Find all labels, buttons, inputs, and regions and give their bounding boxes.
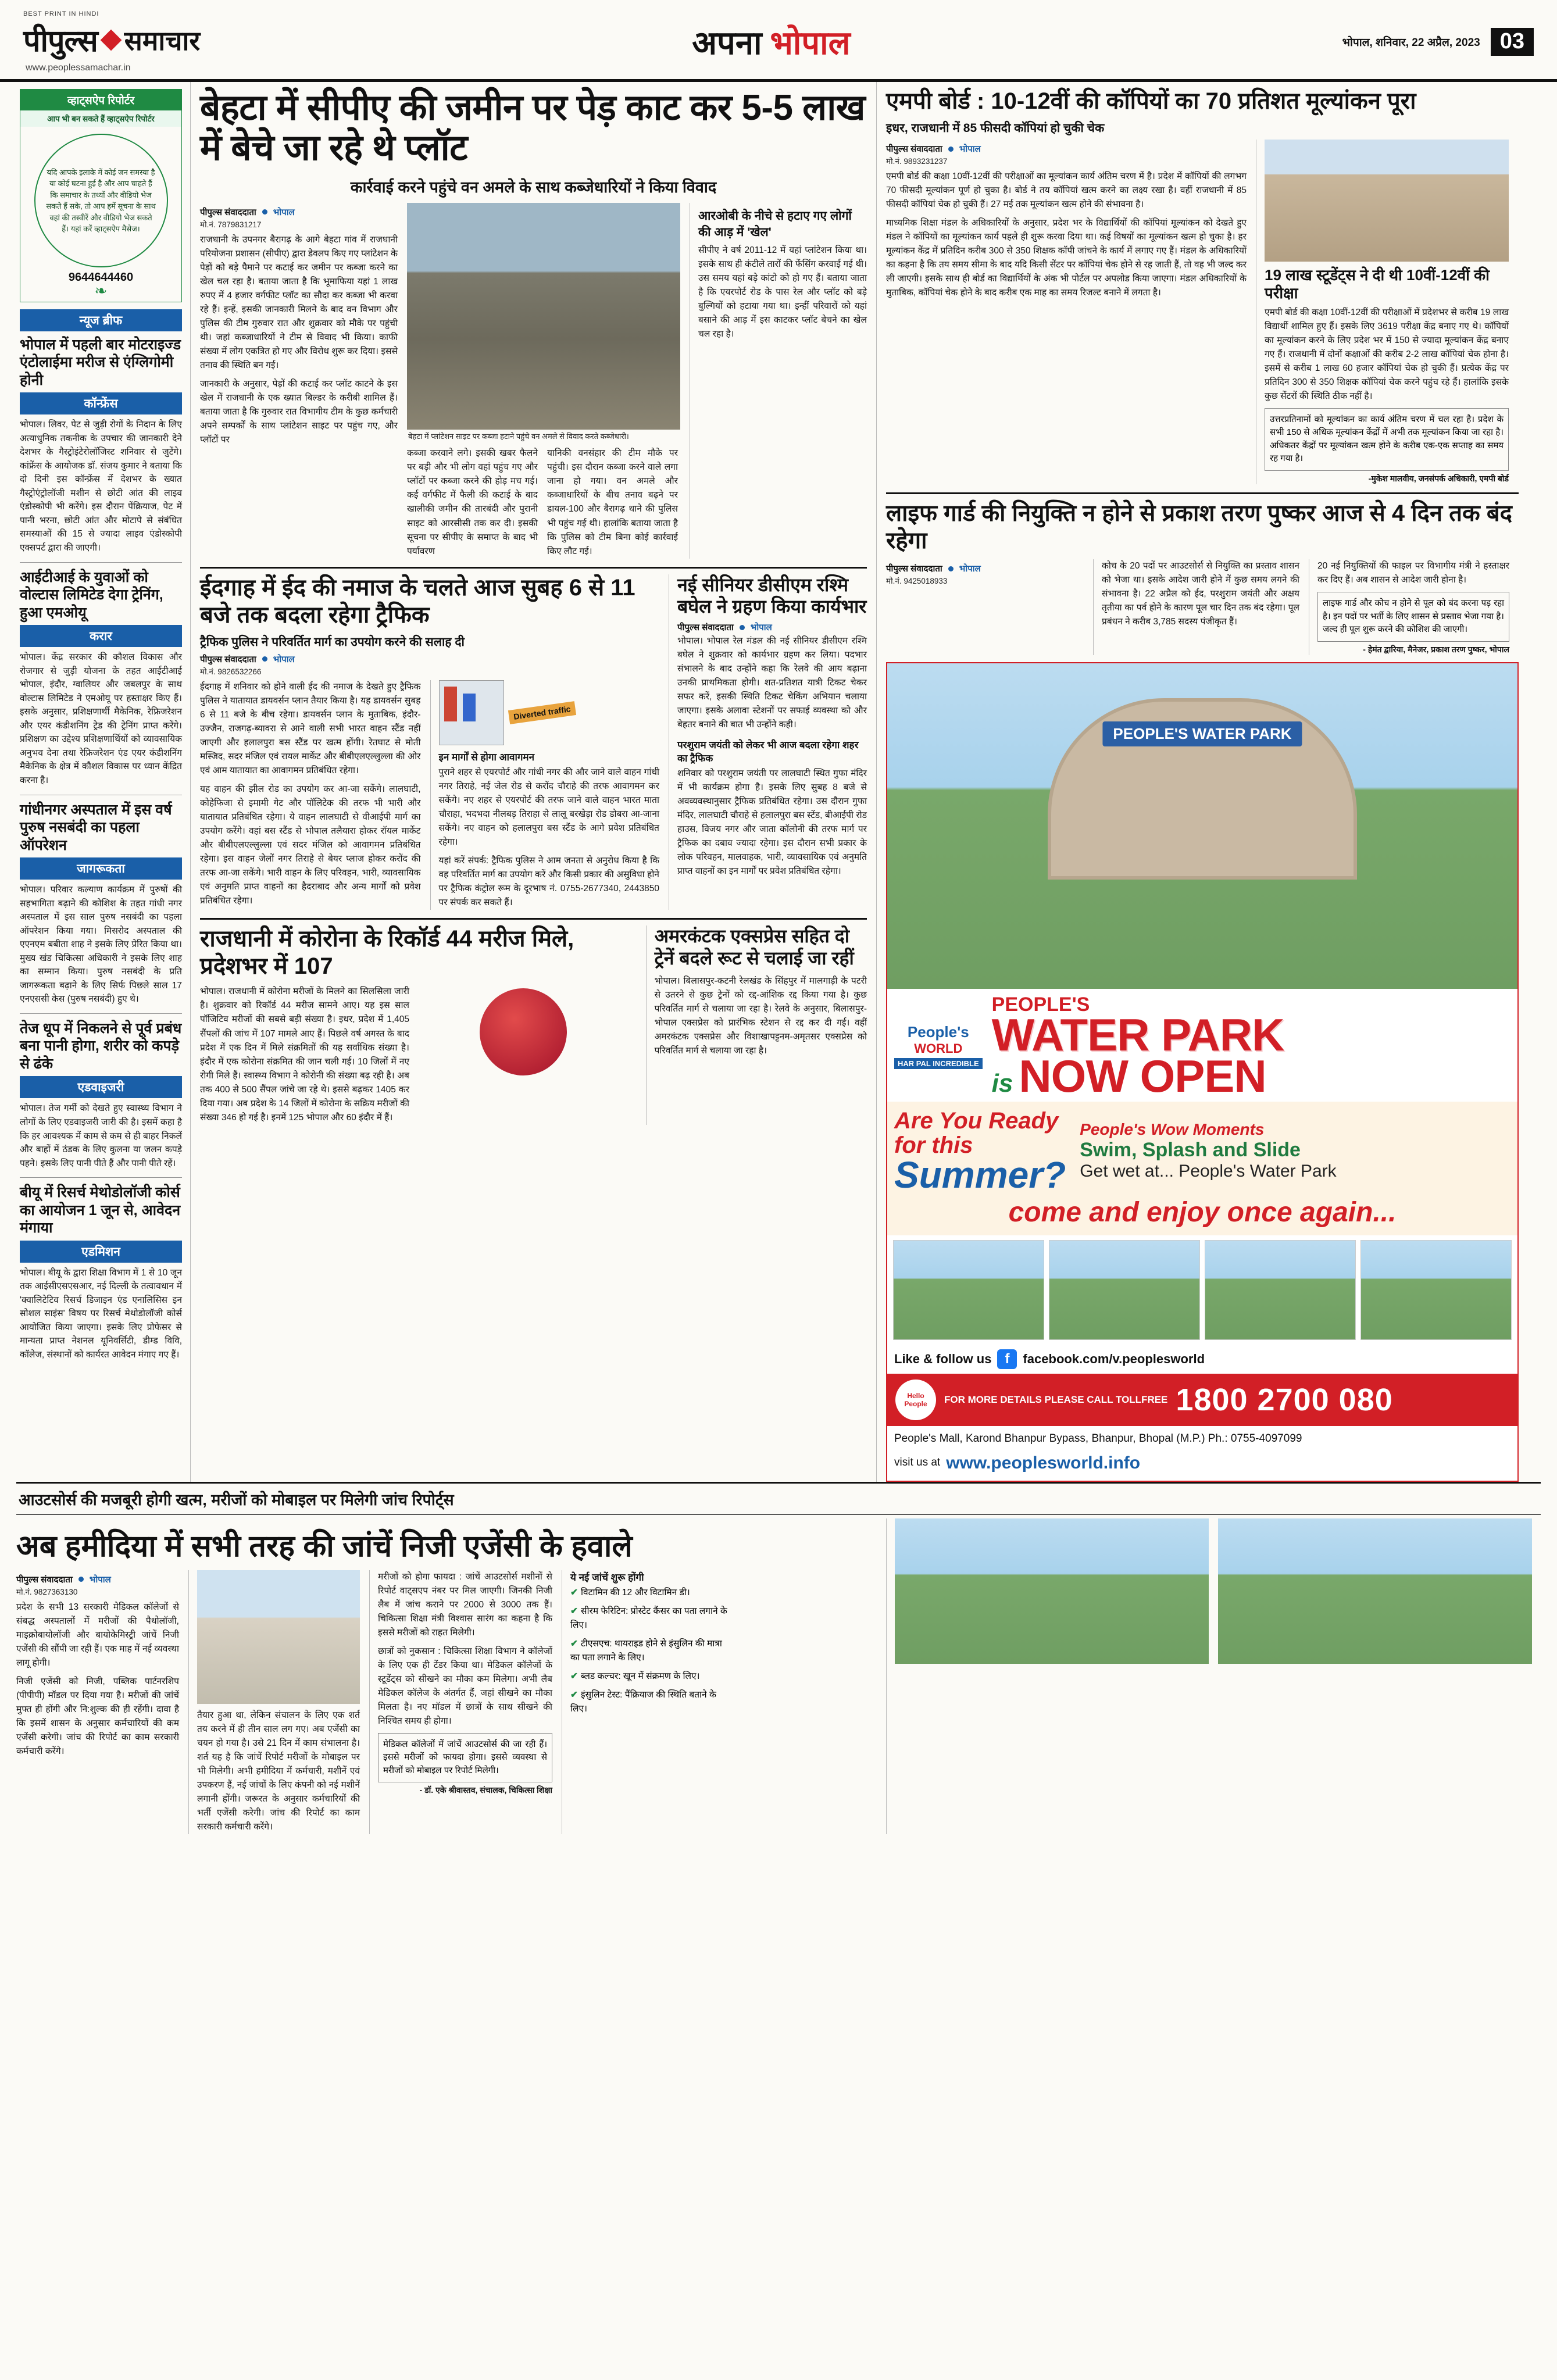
- hamidia-mobile: मो.नं. 9827363130: [16, 1587, 78, 1596]
- bullet-icon: [948, 146, 954, 152]
- whatsapp-number[interactable]: 9644644460: [68, 271, 134, 284]
- mpboard-body-2: माध्यमिक शिक्षा मंडल के अधिकारियों के अनुसार, प्रदेश भर के विद्यार्थियों की कॉपियां मूल्यांकन को देखते हुए मंडल ने कॉपियों का मूल्यांकन कार्य पहले ही शुरू करवा दिया था। कई विषयों का मूल्यांकन खत्म हो चुका है। हर मूल्यांकन केंद्र में प्रतिदिन करीब 300 से 350 शिक्षक कॉपी जांचने के कार्य में लगाए गए हैं। मंडल के अधिकारियों का कहना है कि तय समय सीमा के बाद यदि किसी सेंटर पर कॉपियां चेक होने से रह जाती हैं, तो वह भी जल्द कर ली जाएगी। इसके साथ ही बोर्ड का विद्यार्थियों के अंक भी पोर्टल पर अपलोड किया जाएगा। मंडल अधिकारियों के मुताबिक, कॉपियां चेक होने के बाद करीब एक माह का समय रिजल्ट बनाने में लगता है।: [886, 218, 1247, 298]
- facebook-url[interactable]: facebook.com/v.peoplesworld: [1023, 1352, 1205, 1367]
- bullet-icon: [948, 566, 954, 571]
- section-title-part1: अपना: [692, 24, 762, 61]
- peoples-world-suffix: WORLD: [914, 1041, 963, 1056]
- waterpark-thumbnails: [887, 1235, 1517, 1345]
- hello-people-icon: Hello People: [895, 1380, 936, 1420]
- check-icon: ✔: [570, 1689, 578, 1700]
- bullet-icon: [740, 625, 745, 630]
- test-item-1: सीरम फेरिटिन: प्रोस्टेट कैंसर का पता लगाने के लिए।: [570, 1606, 727, 1630]
- lead-subheadline: कार्रवाई करने पहुंचे वन अमले के साथ कब्जेधारियों ने किया विवाद: [350, 178, 717, 196]
- whatsapp-circle-text: यदि आपके इलाके में कोई जन समस्या है या कोई घटना हुई है और आप चाहते हैं कि समाचार के तथ्यों और वीडियो भेज सकते हैं सके, तो आप हमें सूचना के साथ वहां की तस्वीरें और वीडियो भेज सकते हैं। यहां करें व्हाट्सऐप मैसेज।: [34, 134, 168, 267]
- corona-body: भोपाल। राजधानी में कोरोना मरीजों के मिलने का सिलसिला जारी है। शुक्रवार को रिकॉर्ड 44 मरीज सामने आए। यह इस साल पॉजिटिव मरीजों की सबसे बड़ी संख्या है। इधर, प्रदेश में 1,405 सैंपलों की जांच में 107 मामले आए हैं। पिछले वर्ष अगस्त के बाद प्रदेश में एक दिन में मिले संक्रमितों की यह सर्वाधिक संख्या है। इंदौर में एक कोरोना संक्रमित की जान चली गई। 10 जिलों में नए रोगी मिले हैं। स्वास्थ्य विभाग ने कोरोनी की संख्या बढ़ रही है। अब तक 400 से 500 सैंपल जांचे जा रहे थे। इससे बढ़कर 1405 कर दिया गया। अब प्रदेश के 14 जिलों में कोरोना के सक्रिय मरीजों की संख्या 346 हो गई है। इनमें 125 भोपाल और 60 इंदौर में हैं।: [200, 987, 409, 1123]
- mpboard-photo: [1265, 140, 1509, 262]
- corona-section: [200, 925, 867, 1125]
- masthead: [0, 0, 1557, 82]
- sidebar-body-2: भोपाल। परिवार कल्याण कार्यक्रम में पुरुषों की सहभागिता बढ़ाने की कोशिश के तहत गांधी नगर अस्पताल में इस साल पुरुष नसबंदी का पहला ऑपरेशन किया गया। मिसरोद अस्पताल की एएनएम बबीता शाह ने इसके लिए प्रेरित किया था। मुख्य खंड चिकित्सा अधिकारी ने इसके लिए शाह का सम्मान किया। पुरुष नसबंदी के प्रति जागरूकता बढ़ाने के लिए सिर्फ पिछले साल 17 एनएससी केस (पुरुष नसबंदी) हुए थे।: [20, 885, 182, 1005]
- bottom-section: [0, 1482, 1557, 1834]
- logo-hindi-text: समाचार: [124, 25, 201, 56]
- website-url[interactable]: www.peoplessamachar.in: [26, 63, 131, 73]
- coronavirus-icon: [480, 988, 567, 1075]
- thumbnail-4: [1360, 1240, 1512, 1340]
- hamidia-body-3: तैयार हुआ था, लेकिन संचालन के लिए एक शर्त तय करने में ही तीन साल लग गए। अब एजेंसी का चयन हो गया है। उसे 21 दिन में काम संभालना है। शर्त यह है कि जांचें रिपोर्ट मरीजों के मोबाइल पर भी मिलेगी। अभी हमीदिया में कर्मचारी, मशीनें एवं उपकरण हैं, नई जांचों के लिए कंपनी को नई मशीनें लगानी होंगी। जरूरत के अनुसार कर्मचारियों की भर्ती एजेंसी करेगी। जांच की रिपोर्ट का काम सरकारी कर्मचारी करेंगे।: [197, 1710, 360, 1832]
- divider: [20, 562, 182, 563]
- divider: [20, 1177, 182, 1178]
- byline-place: भोपाल: [959, 144, 981, 155]
- byline-author: पीपुल्स संवाददाता: [886, 144, 942, 155]
- mpboard-body-1: एमपी बोर्ड की कक्षा 10वीं-12वीं की परीक्षाओं का मूल्यांकन कार्य अंतिम चरण में है। प्रदेश में कॉपियों की लगभग 70 फीसदी मूल्यांकन पूर्ण हो चुका है। बोर्ड ने तय कॉपियां खत्म करने का लक्ष्य रखा है। वहीं राजधानी में 85 फीसदी कॉपियां चेक हो चुकी हैं। 27 मई तक मूल्यांकन खत्म होने की संभावना है।: [886, 171, 1247, 210]
- byline-place: भोपाल: [959, 564, 981, 574]
- lead-headline: बेहटा में सीपीए की जमीन पर पेड़ काट कर 5-5 लाख में बेचे जा रहे थे प्लॉट: [200, 88, 865, 169]
- tollfree-label: FOR MORE DETAILS PLEASE CALL TOLLFREE: [944, 1394, 1168, 1406]
- lifeguard-body-1: कोच के 20 पदों पर आउटसोर्स से नियुक्ति का प्रस्ताव शासन को भेजा था। इसके आदेश जारी होने में कुछ समय लगने की संभावना है। 22 अप्रैल को ईद, परशुराम जयंती और अक्षय तृतीया का पर्व होने के कारण पूल चार दिन तक बंद रहेगा। पूल प्रबंधन ने करीब 3,785 सदस्य पंजीकृत हैं।: [1102, 561, 1299, 627]
- diverted-traffic-badge: Diverted traffic: [508, 701, 576, 724]
- whatsapp-subtitle: आप भी बन सकते हैं व्हाट्सऐप रिपोर्टर: [20, 110, 181, 127]
- waterpark-gate-sign: PEOPLE'S WATER PARK: [1102, 721, 1302, 746]
- hamidia-byline: [16, 1574, 179, 1585]
- check-icon: ✔: [570, 1606, 578, 1616]
- hamidia-headline: अब हमीदिया में सभी तरह की जांचें निजी एजेंसी के हवाले: [16, 1529, 633, 1563]
- dgm-byline: [677, 621, 867, 633]
- ad-title-is: is: [991, 1069, 1013, 1098]
- sidebar-item-0: [20, 336, 182, 555]
- waterpark-ad-title: [887, 989, 1517, 1102]
- sidebar-headline-1: आईटीआई के युवाओं को वोल्टास लिमिटेड देगा ट्रेनिंग, हुआ एमओयू: [20, 569, 163, 621]
- parshuram-body: शनिवार को परशुराम जयंती पर लालघाटी स्थित गुफा मंदिर में भी कार्यक्रम होगा है। इसके लिए सुबह 8 बजे से अवव्यवस्थानुसार ट्रैफिक प्रतिबंधित रहेगा। उस दौरान गुफा मंदिर, लालघाटी चौराहे से हलालपुरा बस स्टेंड, बीआईपी रोड हाउस, विजय नगर और जाता कॉलोनी की तरफ मार्ग पर ट्रैफिक का दबाव ज्यादा रहेगा। इस दौरान सभी प्रकार के लोक परिवहन, मालवाहक, भारी, व्यावसायिक एवं अनुमति प्राप्त वाहनों का इन मार्गों पर प्रवेश प्रतिबंधित रहेगा।: [677, 769, 867, 877]
- right-column: [877, 82, 1522, 1482]
- divider: [200, 567, 867, 569]
- lead-insert-body: सीपीए ने वर्ष 2011-12 में यहां प्लांटेशन किया था। इसके साथ ही कंटीले तारों की फेंसिंग करवाई गई थी। उस समय यहां बड़े कांटो को हो गए हैं। बताया जाता है कि एयरपोर्ट रोड के पास रेल और प्लॉट को बड़े बुल्गियों को हटाया गया था। इन्हीं परिवारों को यहां बसाने की आड़ में इस काटकर प्लॉट बेचने का खेल चल रहा है।: [698, 245, 867, 339]
- page-number: 03: [1491, 28, 1534, 56]
- lead-mobile: मो.नं. 7879831217: [200, 220, 262, 229]
- waterpark-gate: [1048, 698, 1357, 880]
- bottom-ad-photos: [886, 1518, 1540, 1834]
- summer-banner: [887, 1102, 1517, 1235]
- sidebar-body-1: भोपाल। केंद्र सरकार की कौशल विकास और रोजगार से जुड़ी योजना के तहत आईटीआई भोपाल, इंदौर, ग्वालियर और जबलपुर के साथ वोल्टास लिमिटेड ने एमओयू पर हस्ताक्षर किए हैं। इसके अनुसार, प्रशिक्षणार्थी मैकेनिक, रेफ्रिजरेशन और एयर कंडीशनिंग ट्रेड की ट्रेनिंग प्राप्त करेंगे। प्रशिक्षण का उद्देश्य प्रशिक्षणार्थियों को व्यावसायिक अनुभव देना तथा रेफ्रिजरेशन एंड एयर कंडीशनिंग मैकेनिक के क्षेत्र में कौशल विकास पर ध्यान केंद्रित करना है।: [20, 652, 182, 785]
- mpboard-headline: एमपी बोर्ड : 10-12वीं की कॉपियों का 70 प्रतिशत मूल्यांकन पूरा: [886, 88, 1416, 114]
- hamidia-quote: मेडिकल कॉलेजों में जांचें आउटसोर्स की जा रही हैं। इससे मरीजों को फायदा होगा। इससे व्यवस्था से मरीजों को मोबाइल पर रिपोर्ट मिलेगी।: [378, 1733, 552, 1783]
- lifeguard-byline: [886, 563, 1084, 574]
- wow-moments: People's Wow Moments: [1080, 1120, 1265, 1139]
- byline-author: पीपुल्स संवाददाता: [886, 564, 942, 574]
- swim-splash-slide: Swim, Splash and Slide: [1080, 1139, 1301, 1162]
- sidebar-headline-2: गांधीनगर अस्पताल में इस वर्ष पुरुष नसबंदी का पहला ऑपरेशन: [20, 801, 172, 853]
- bullet-icon: [78, 1577, 84, 1582]
- logo-main-text: पीपुल्स: [23, 24, 98, 58]
- eidgah-note: यहां करें संपर्क: ट्रैफिक पुलिस ने आम जनता से अनुरोध किया है कि वह परिवर्तित मार्ग का उपयोग करें और किसी प्रकार की असुविधा होने पर ट्रैफिक कंट्रोल रूम के दूरभाष नं. 0755-2677340, 2443850 पर संपर्क कर सकते हैं।: [438, 856, 659, 908]
- lead-body-1: राजधानी के उपनगर बैरागढ़ के आगे बेहटा गांव में राजधानी परियोजना प्रशासन (सीपीए) द्वारा डेवलप किए गए प्लांटेशन के पेड़ों को बड़े पैमाने पर कटाई कर जमीन पर कब्जा करने का खेल चल रहा है। बताया जाता है कि भूमाफिया यहां 1 लाख रुपए में 4 हजार वर्गफीट प्लॉट का सौदा कर कब्जा भी करवा रहे हैं। इन्हें, इसकी जानकारी मिलने के बाद वन विभाग और पुलिस की टीम गुरुवार रात और शुक्रवार को मौके पर पहुंची थी। जहां कब्जाधारियों ने टीम से विवाद भी किया। काफी संख्या में लोग एकत्रित हो गए और विरोध शुरू कर दिया। इससे तनाव की स्थिति बन गई।: [200, 234, 398, 371]
- students-body: एमपी बोर्ड की कक्षा 10वीं-12वीं की परीक्षाओं में प्रदेशभर से करीब 19 लाख विद्यार्थी शामिल हुए हैं। इसके लिए 3619 परीक्षा केंद्र बनाए गए थे। कॉपियों का मूल्यांकन करने के लिए प्रदेश भर में 150 से ज्यादा मूल्यांकन केंद्र बनाए गए हैं। राजधानी में दोनों कक्षाओं की करीब 2-2 लाख कॉपियां चेक होना है। इसमें से करीब 1 लाख 60 हजार कॉपियां चेक हो चुकी हैं। प्रत्येक केंद्र पर प्रतिदिन 300 से 350 शिक्षक कॉपियां चेक करने पहुंच रहे हैं। हालांकि इसके कुछ सेंटरों की स्थिति ठीक नहीं है।: [1265, 307, 1509, 401]
- byline-place: भोपाल: [750, 623, 772, 633]
- hamidia-body-2: निजी एजेंसी को निजी, पब्लिक पार्टनरशिप (पीपीपी) मॉडल पर दिया गया है। मरीजों की जांचें मुफ्त ही होंगी और नि:शुल्क की ही रहेंगी। दावा है कि इसमें शासन के अनुसार कर्मचारियों की कम एजेंसी करेगी। जांच की रिपोर्ट का काम सरकारी कर्मचारी करेंगे।: [16, 1676, 179, 1756]
- thumbnail-2: [1049, 1240, 1200, 1340]
- bottom-ad-photo-1: [895, 1518, 1209, 1664]
- lifeguard-story: [886, 500, 1519, 655]
- sidebar-item-3: [20, 1020, 182, 1170]
- bullet-icon: [262, 209, 267, 215]
- ad-title-waterpark: WATER PARK: [991, 1009, 1284, 1060]
- sidebar-item-2: [20, 801, 182, 1006]
- sidebar-tag-1: करार: [20, 625, 182, 647]
- eidgah-sub2: इन मार्गों से होगा आवागमन: [438, 751, 535, 763]
- news-brief-ribbon: न्यूज ब्रीफ: [20, 309, 182, 331]
- corona-headline: राजधानी में कोरोना के रिकॉर्ड 44 मरीज मिले, प्रदेशभर में 107: [200, 926, 574, 980]
- byline-author: पीपुल्स संवाददाता: [200, 654, 256, 664]
- sidebar-item-1: [20, 569, 182, 788]
- eidgah-body-1: ईदगाह में शनिवार को होने वाली ईद की नमाज के देखते हुए ट्रैफिक पुलिस ने यातायात डायवर्सन प्लान तैयार किया है। यह डायवर्सन सुबह 6 से 11 बजे के बीच रहेगा। डायवर्सन प्लान के मुताबिक, इंदौर-उज्जैन, राजगढ़-ब्यावरा से आने वाली सभी भारत वाहन स्टैंड नहीं जाएगी और हलालपुरा बस स्टैंड पर खत्म होंगी। रेतघाट से मोती मस्जिद, सदर मंजिल एवं रायल मार्केट और बीबीएलएल्लुल्ला की ओर एवं आम यातायात का आवागमन प्रतिबंधित रहेगा।: [200, 681, 421, 776]
- hamidia-body-1: प्रदेश के सभी 13 सरकारी मेडिकल कॉलेजों से संबद्ध अस्पतालों में मरीजों की पैथोलॉजी, माइक्रोबायोलॉजी और बायोकेमिस्ट्री जांचें निजी एजेंसी की सौंपी जा रही हैं। एक माह में नई व्यवस्था लागू होगी।: [16, 1602, 179, 1668]
- tollfree-bar[interactable]: [887, 1374, 1517, 1426]
- lifeguard-quote-attribution: - हेमंत द्वारिया, मैनेजर, प्रकाश तरण पुष्कर, भोपाल: [1363, 644, 1509, 654]
- visit-us-label: visit us at: [894, 1456, 941, 1468]
- facebook-icon[interactable]: f: [997, 1349, 1017, 1369]
- lifeguard-body-2: 20 नई नियुक्तियों की फाइल पर विभागीय मंत्री ने हस्ताक्षर कर दिए हैं। अब शासन से आदेश जारी होना है।: [1317, 561, 1509, 585]
- logo-diamond-icon: [100, 29, 122, 51]
- thumbnail-3: [1205, 1240, 1356, 1340]
- masthead-right: [1342, 28, 1534, 56]
- bullet-icon: [262, 656, 267, 662]
- lead-photo: [407, 203, 680, 430]
- like-follow-label: Like & follow us: [894, 1352, 992, 1367]
- eidgah-headline: ईदगाह में ईद की नमाज के चलते आज सुबह 6 से 11 बजे तक बदला रहेगा ट्रैफिक: [200, 574, 635, 628]
- byline-place: भोपाल: [273, 207, 295, 217]
- byline-author: पीपुल्स संवाददाता: [677, 623, 734, 633]
- test-item-0: विटामिन की 12 और विटामिन डी।: [581, 1587, 690, 1598]
- check-icon: ✔: [570, 1587, 578, 1598]
- eidgah-byline: [200, 653, 659, 665]
- hamidia-kicker: आउटसोर्स की मजबूरी होगी खत्म, मरीजों को मोबाइल पर मिलेगी जांच रिपोर्ट्स: [16, 1482, 1541, 1515]
- sidebar-headline-4: बीयू में रिसर्च मेथोडोलॉजी कोर्स का आयोजन 1 जून से, आवेदन मंगाया: [20, 1184, 181, 1237]
- byline-place: भोपाल: [273, 654, 295, 664]
- dgm-headline: नई सीनियर डीसीएम रश्मि बघेल ने ग्रहण किया कार्यभार: [677, 574, 867, 617]
- lifeguard-quote: लाइफ गार्ड और कोच न होने से पूल को बंद करना पड़ रहा है। इन पदों पर भर्ती के लिए शासन से प्रस्ताव भेजा गया है। जल्द ही पूल शुरू करने की कोशिश की जाएगी।: [1317, 592, 1509, 642]
- social-follow-bar[interactable]: [887, 1345, 1517, 1374]
- get-wet-text: Get wet at... People's Water Park: [1080, 1162, 1337, 1181]
- ad-website[interactable]: www.peoplesworld.info: [946, 1453, 1141, 1473]
- sidebar-headline-0: भोपाल में पहली बार मोटराइज्ड एंटोलाईमा मरीज से एंग्लिगोमी होनी: [20, 336, 181, 388]
- lead-body-1b: जानकारी के अनुसार, पेड़ों की कटाई कर प्लॉट काटने के इस खेल में राजधानी के एक ख्यात बिल्डर के करीबी शामिल हैं। बताया जाता है कि गुरुवार रात विभागीय टीम के कुछ कर्मचारी अपने सम्पर्कों के साथ प्लांटेशन साइट पर पहुंच गए, और प्लॉटों पर: [200, 379, 398, 445]
- sidebar-tag-2: जागरूकता: [20, 857, 182, 880]
- mpboard-subheadline: इधर, राजधानी में 85 फीसदी कॉपियां हो चुकी चेक: [886, 121, 1105, 135]
- byline-author: पीपुल्स संवाददाता: [16, 1574, 73, 1585]
- divider: [886, 492, 1519, 494]
- parshuram-subhead: परशुराम जयंती को लेकर भी आज बदला रहेगा शहर का ट्रैफिक: [677, 739, 859, 764]
- sidebar-tag-3: एडवाइजरी: [20, 1076, 182, 1098]
- mpboard-story: [886, 88, 1519, 484]
- lifeguard-mobile: मो.नं. 9425018933: [886, 577, 948, 586]
- students-headline: 19 लाख स्टूडेंट्स ने दी थी 10वीं-12वीं की परीक्षा: [1265, 266, 1490, 302]
- summer-line2: for this: [894, 1132, 973, 1159]
- hamidia-benefit: मरीजों को होगा फायदा : जांचें आउटसोर्स मशीनों से रिपोर्ट वाट्सएप नंबर पर मिल जाएगी। जिनकी निजी लैब में जांच कराने पर 2000 से 3000 तक हैं। चिकित्सा शिक्षा मंत्री विश्वास सारंग का कहना है कि इससे मरीजों को राहत मिलेगी।: [378, 1571, 552, 1638]
- lead-photo-caption: बेहटा में प्लांटेशन साइट पर कब्जा हटाने पहुंचे वन अमले से विवाद करते कब्जेधारी।: [408, 431, 629, 441]
- new-tests-head: ये नई जांचें शुरू होंगी: [570, 1571, 644, 1583]
- sidebar-tag-0: कॉन्फ्रेंस: [20, 392, 182, 414]
- sidebar-headline-3: तेज धूप में निकलने से पूर्व प्रबंध बना पानी होगा, शरीर को कपड़े से ढंके: [20, 1020, 182, 1072]
- check-icon: ✔: [570, 1671, 578, 1681]
- eidgah-subheadline: ट्रैफिक पुलिस ने परिवर्तित मार्ग का उपयोग करने की सलाह दी: [200, 635, 465, 649]
- mpboard-quote-attribution: -मुकेश मालवीय, जनसंपर्क अधिकारी, एमपी बोर्ड: [1368, 473, 1509, 483]
- ad-address: People's Mall, Karond Bhanpur Bypass, Bhanpur, Bhopal (M.P.) Ph.: 0755-4097099: [894, 1432, 1302, 1445]
- amarkantak-headline: अमरकंटक एक्सप्रेस सहित दो ट्रेनें बदले रूट से चलाई जा रहीं: [654, 925, 854, 969]
- amarkantak-body: भोपाल। बिलासपुर-कटनी रेलखंड के सिंहपुर में मालगाड़ी के पटरी से उतरने से कुछ ट्रेनों को रद्द-आंशिक रद्द किया गया है। कुछ परिवर्तित मार्ग से चलाया जा रहा है। रेलवे के अनुसार, बिलासपुर-भोपाल एक्सप्रेस को प्रारंभिक स्टेशन से रद्द कर दी गई। वहीं अमरकंटक एक्सप्रेस और विशाखापट्टनम-अमृतसर एक्सप्रेस को परिवर्तित मार्ग से चलाया जा रहा है।: [654, 975, 867, 1056]
- new-tests-list: [570, 1586, 733, 1716]
- page-body: [0, 82, 1557, 1482]
- ad-address-block: [887, 1426, 1517, 1481]
- sidebar: [16, 82, 191, 1482]
- lead-insert-headline: आरओबी के नीचे से हटाए गए लोगों की आड़ में 'खेल': [698, 209, 852, 239]
- sidebar-item-4: [20, 1184, 182, 1361]
- brand-tagline: HAR PAL INCREDIBLE: [894, 1058, 983, 1069]
- logo-tagline: BEST PRINT IN HINDI: [23, 10, 99, 17]
- test-item-2: टीएसएच: थायराइड होने से इंसुलिन की मात्रा का पता लगाने के लिए।: [570, 1638, 722, 1663]
- come-enjoy-text: come and enjoy once again...: [1008, 1197, 1397, 1228]
- dateline: भोपाल, शनिवार, 22 अप्रैल, 2023: [1342, 37, 1480, 49]
- dgm-body: भोपाल। भोपाल रेल मंडल की नई सीनियर डीसीएम रश्मि बघेल ने शुक्रवार को कार्यभार ग्रहण कर लिया। पदभार संभालने के बाद उन्होंने कहा कि रेलवे की आय बढ़ाना उनकी प्राथमिकता होगी। शत-प्रतिशत यात्री टिकट चेकर सफर करें, इसकी स्थिति टिकट चेकिंग अभियान चलाया जाएगा। इसके अलावा स्टेशनों पर सफाई व्यवस्था को और बेहतर बनाने की बात भी उन्होंने कही।: [677, 636, 867, 730]
- sidebar-body-4: भोपाल। बीयू के द्वारा शिक्षा विभाग में 1 से 10 जून तक आईसीएसएसआर, नई दिल्ली के तत्वावधान में 'क्वालिटेटिव रिसर्च डिजाइन एंड एनालिसिस इन सोशल साइंस' विषय पर रिसर्च मेथोडोलॉजी कोर्स आयोजित किया जाएगा। इसके लिए प्रोफेसर से मान्यता प्राप्त नेशनल यूनिवर्सिटी, डीम्ड विवि, कॉलेज, संस्थानों को कार्यरत आवेदन मंगाए गए हैं।: [20, 1267, 182, 1360]
- lead-body-2b: यानिकी वनसंहार की टीम मौके पर पहुंची। इस दौरान कब्जा करने वाले लगा जाना हो गया। वन अमले और कब्जाधारियों के बीच तनाव बढ़ने पर डायल-100 और बैरागढ़ थाने की पुलिस भी पहुंच गई थी। हालांकि बताया जाता है कि पुलिस को टीम बिना कोई कार्रवाई किए लौट गई।: [547, 448, 678, 556]
- hamidia-quote-attribution: - डॉ. एके श्रीवास्तव, संचालक, चिकित्सा शिक्षा: [419, 1785, 552, 1795]
- hamidia-students: छात्रों को नुकसान : चिकित्सा शिक्षा विभाग ने कॉलेजों के लिए एक ही टेंडर किया था। मेडिकल कॉलेजों के स्टूडेंट्स को सीखने का मौका कम मिलेगा। अभी लैब मेडिकल कॉलेज के अंतर्गत हैं, जहां सीखने का मौका मिलता है। नए मॉडल में छात्रों के साथ सीखने की निश्चित समय ही होगा।: [378, 1646, 552, 1726]
- summer-line3: Summer?: [894, 1154, 1066, 1196]
- ad-title-peoples: PEOPLE'S: [991, 993, 1090, 1016]
- test-item-4: इंसुलिन टेस्ट: पैंक्रियाज की स्थिति बताने के लिए।: [570, 1689, 716, 1714]
- lifeguard-headline: लाइफ गार्ड की नियुक्ति न होने से प्रकाश तरण पुष्कर आज से 4 दिन तक बंद रहेगा: [886, 500, 1512, 553]
- summer-line1: Are You Ready: [894, 1108, 1059, 1134]
- waterpark-photo: [887, 663, 1517, 989]
- publication-logo: [23, 10, 200, 73]
- eidgah-mobile: मो.नं. 9826532266: [200, 667, 262, 676]
- sidebar-body-3: भोपाल। तेज गर्मी को देखते हुए स्वास्थ्य विभाग ने लोगों के लिए एडवाइजरी जारी की है। इसमें कहा है कि हर आवश्यक में काम से कम से ही बाहर निकलें और बाहों में ठंडक के लिए कुलना या जलन कपड़े पहने। इसके लिए पानी पीते हैं और पानी पीते रहें।: [20, 1103, 182, 1168]
- bottom-ad-photo-2: [1218, 1518, 1532, 1664]
- mpboard-mobile: मो.नं. 9893231237: [886, 157, 948, 166]
- thumbnail-1: [893, 1240, 1044, 1340]
- lead-byline: [200, 206, 398, 218]
- test-item-3: ब्लड कल्चर: खून में संक्रमण के लिए।: [581, 1671, 700, 1681]
- divider: [200, 918, 867, 920]
- whatsapp-title: व्हाट्सऐप रिपोर्टर: [20, 90, 181, 110]
- peoples-world-brand: People's: [907, 1023, 969, 1041]
- ad-title-nowopen: NOW OPEN: [1019, 1050, 1266, 1102]
- byline-place: भोपाल: [89, 1574, 111, 1585]
- hamidia-photo: [197, 1570, 360, 1704]
- eidgah-section: [200, 574, 867, 910]
- check-icon: ✔: [570, 1638, 578, 1649]
- waterpark-advertisement[interactable]: [886, 662, 1519, 1482]
- divider: [20, 1013, 182, 1014]
- diverted-traffic-illustration: [439, 680, 504, 745]
- whatsapp-reporter-box: [20, 89, 182, 302]
- tollfree-number[interactable]: 1800 2700 080: [1176, 1382, 1393, 1418]
- byline-author: पीपुल्स संवाददाता: [200, 207, 256, 217]
- leaf-icon: ❧: [94, 282, 108, 299]
- eidgah-body-3: पुराने शहर से एयरपोर्ट और गांधी नगर की और जाने वाले वाहन गांधी नगर तिराहे, नई जेल रोड से करोंद चौराहे की तरफ आवागमन कर सकेंगे। नए शहर से एयरपोर्ट की तरफ जाने वाले वाहन भारत माता चौराहा, भदभदा नीलबड़ तिराहा से लालू बरखेड़ा रोड डोबरा आ-जाना सकेंगे। नए वाहन को हलालपुरा बस स्टैंड के आगे प्रवेश प्रतिबंधित रहेगा।: [438, 767, 659, 847]
- lead-body-2: कब्जा करवाने लगे। इसकी खबर फैलने पर बड़ी और भी लोग वहां पहुंच गए और प्लॉटों पर कब्जा करने की होड़ मच गई। कई वर्गफीट में फैली की कटाई के बाद खालीकी जमीन की तारबंदी और पुरानी साइट को आरसीसी तक कर दी। इसकी सूचना पर सीपीए के समाप्त के बाद भी पर्यावरण: [407, 448, 538, 556]
- section-title: [692, 20, 850, 64]
- sidebar-body-0: भोपाल। लिवर, पेट से जुड़ी रोगों के निदान के लिए अत्याधुनिक तकनीक के उपचार की जानकारी देने देशभर के गैस्ट्रोइंटेरोलॉजिस्ट शनिवार से जुटेंगे। कांफ्रेंस के आयोजक डॉ. संजय कुमार ने बताया कि दो दिनी इस कॉन्फ्रेंस में देशभर के ख्यात गैस्ट्रोएंट्रोलॉजी मशीन से छोटी आंत की लाइव एंडोस्कोपी भी करेंगे। इस दौरान पेंक्रियाज, पेट में पानी भरना, छोटी आंत और मोटापे से संबंधित समस्याओं की 15 से ज्यादा लाइव एंडोस्कोपी एक्सपर्ट द्वारा की जाएगी।: [20, 420, 182, 553]
- main-column: [191, 82, 877, 1482]
- sidebar-tag-4: एडमिशन: [20, 1241, 182, 1263]
- section-title-part2: भोपाल: [770, 24, 851, 61]
- mpboard-byline: [886, 143, 1247, 155]
- eidgah-body-2: यह वाहन की झील रोड का उपयोग कर आ-जा सकेंगे। लालघाटी, कोहेफिजा से इमामी गेट और पॉलिटेक की तरफ भी भारी और यातायात प्रतिबंधित रहेगा। ये वाहन लालघाटी से वीआईपी मार्ग का उपयोग करेंगे। वहां बस स्टैंड से भोपाल तलैयारा होकर रॉयल मार्केट और बीबीएलएल्लुल्ला एवं सदर मंजिल को आवागमन प्रतिबंधित रहेगा। इस वाहन जेलों नगर तिराहे से बेयर प्लाज होकर करोंद की तरफ आ-जा सकेंगे। भारी वाहन के लिए परिवहन, भारी, व्यावसायिक एवं अनुमति प्राप्त वाहनों का हैदराबाद और अन्य मार्गों को प्रवेश प्रतिबंधित रहेगा।: [200, 784, 421, 906]
- lead-story: [200, 88, 867, 559]
- mpboard-quote: उत्तरप्रतिनामों को मूल्यांकन का कार्य अंतिम चरण में चल रहा है। प्रदेश के सभी 150 से अधिक मूल्यांकन केंद्रों में अभी तक मूल्यांकन किया जा रहा है। अधिकतर केंद्रों पर मूल्यांकन खत्म होने के करीब एक-एक सप्ताह का समय रह गया है।: [1265, 408, 1509, 471]
